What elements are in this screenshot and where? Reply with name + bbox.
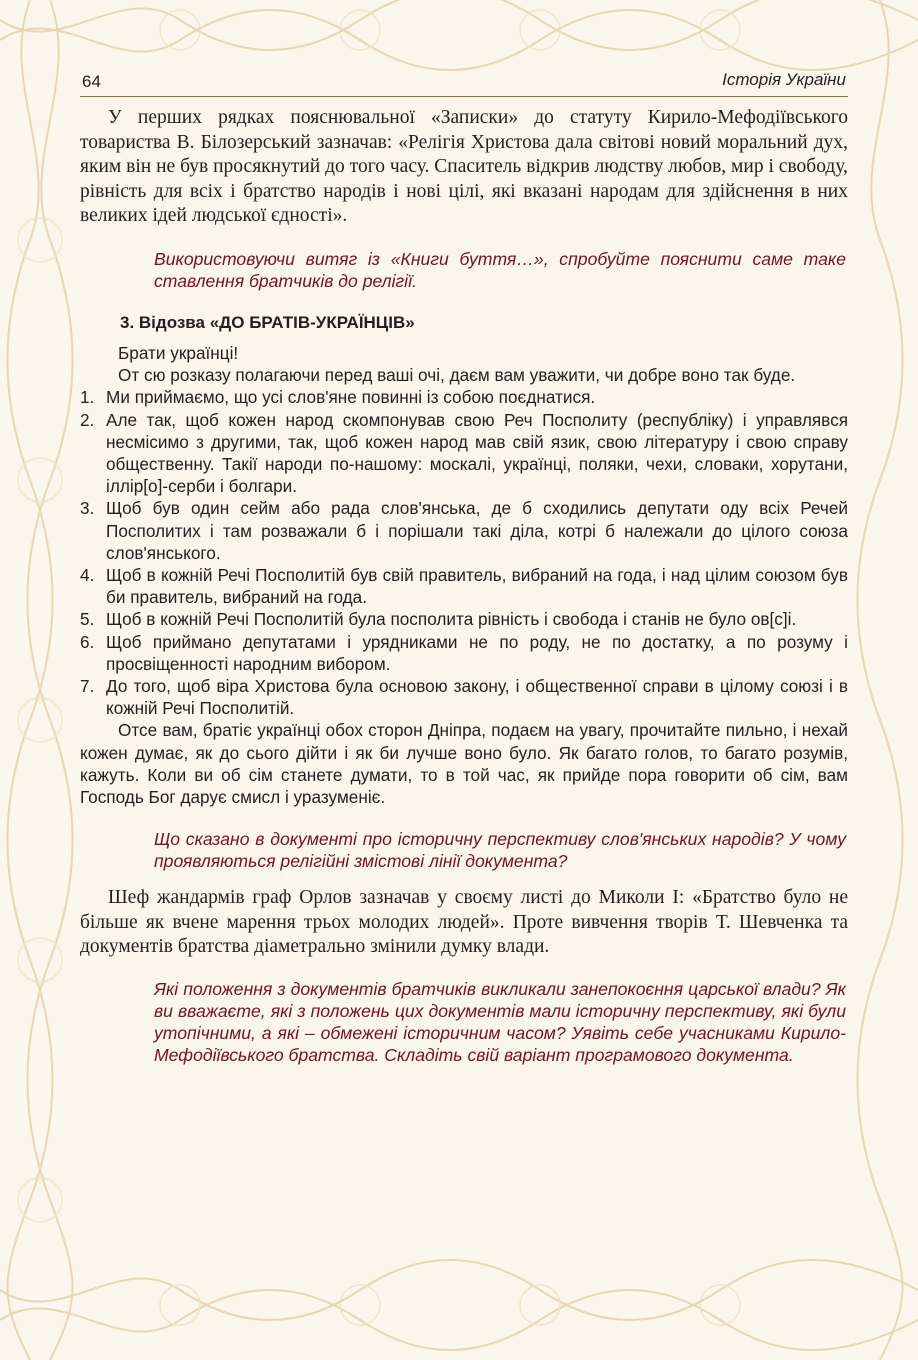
task-question-3: Які положення з документів братчиків викликали занепокоєння царської влади? Як ви вважаєте, які з положень цих документів мали історичну перспективу, які були утопічними, а які – обмежені історичним часом? Уявіть себе учасниками Кирило-Мефодіївського братства. Складіть свій варіант програмового документа. [154, 979, 846, 1066]
document-items-list [80, 386, 848, 719]
list-item-number: 7. [80, 676, 95, 697]
list-item [80, 409, 848, 498]
document-closing: Отсе вам, братіє українці обох сторон Дніпра, подаєм на увагу, прочитайте пильно, і нехай кожен думає, як до сього дійти і як би лучше воно було. Як багато голов, то багато розумів, кажуть. Коли ви об сім станете думати, то в той час, як прийде пора говорити об сім, вам Господь Бог дарує смисл і уразуменіє. [80, 720, 848, 808]
list-item-text: Щоб був один сейм або рада слов'янська, де б сходились депутати оду всіх Речей Посполитих і там розважали б і порішали такі діла, котрі б належали до цілого союза слов'янського. [106, 498, 848, 563]
document-greeting: Брати українці! [118, 342, 239, 363]
list-item-number: 2. [80, 409, 95, 430]
list-item-number: 6. [80, 631, 95, 652]
task-question-2: Що сказано в документі про історичну перспективу слов'янських народів? У чому проявляються релігійні змістові лінії документа? [154, 829, 846, 872]
running-title: Історія України [722, 70, 846, 89]
list-item-text: Щоб приймано депутатами і урядниками не по роду, не по достатку, а по розуму і просвіщенності народним вибором. [106, 631, 848, 674]
list-item-number: 3. [80, 498, 95, 519]
document-intro: От сю розказу полагаючи перед ваші очі, даєм вам уважити, чи добре воно так буде. [118, 365, 796, 386]
list-item [80, 631, 848, 675]
page-header [80, 68, 848, 97]
section-heading: 3. Відозва «ДО БРАТІВ-УКРАЇНЦІВ» [120, 312, 415, 332]
list-item [80, 386, 848, 408]
list-item-text: Щоб в кожній Речі Посполитій був свій правитель, вибраний на года, і над цілим союзом був би правитель, вибраний на года. [106, 565, 848, 608]
page-number: 64 [82, 72, 101, 91]
page-content [80, 106, 848, 1066]
list-item-number: 5. [80, 609, 95, 630]
list-item-number: 4. [80, 565, 95, 585]
orlov-paragraph: Шеф жандармів граф Орлов зазначав у своєму листі до Миколи І: «Братство було не більше як вчене марення трьох молодих людей». Проте вивчення творів Т. Шевченка та документів братства діаметрально змінили думку влади. [80, 887, 848, 958]
task-question-1: Використовуючи витяг із «Книги буття…», спробуйте пояснити саме таке ставлення братчиків до релігії. [154, 248, 846, 291]
list-item-number: 1. [80, 387, 95, 408]
intro-paragraph: У перших рядках пояснювальної «Записки» до статуту Кирило-Мефодіївського товариства В. Білозерський зазначав: «Релігія Христова дала світові новий моральний дух, яким він не був просякнутий до того часу. Спаситель відкрив людству любов, мир і свободу, рівність для всіх і братство народів і нові цілі, які вказані народам для здійснення в них великих ідей людської єдності». [80, 107, 848, 227]
list-item [80, 564, 848, 608]
list-item-text: Але так, щоб кожен народ скомпонував свою Реч Посполиту (республіку) і управлявся несмісимо з другими, так, щоб кожен народ мав свій язик, свою літературу і свою справу общественну. Такії народи по-нашому: москалі, українці, поляки, чехи, словаки, хорутани, іллір[о]-серби і болгари. [106, 409, 848, 497]
list-item [80, 497, 848, 564]
list-item [80, 675, 848, 719]
list-item-text: До того, щоб віра Христова була основою закону, і общественної справи в цілому союзі і в кожній Речі Посполитій. [106, 676, 848, 719]
list-item-text: Ми приймаємо, що усі слов'яне повинні із собою поєднатися. [106, 387, 596, 408]
list-item-text: Щоб в кожній Речі Посполитій була посполита рівність і свобода і станів не було ов[с]і. [106, 609, 797, 630]
list-item [80, 608, 848, 630]
